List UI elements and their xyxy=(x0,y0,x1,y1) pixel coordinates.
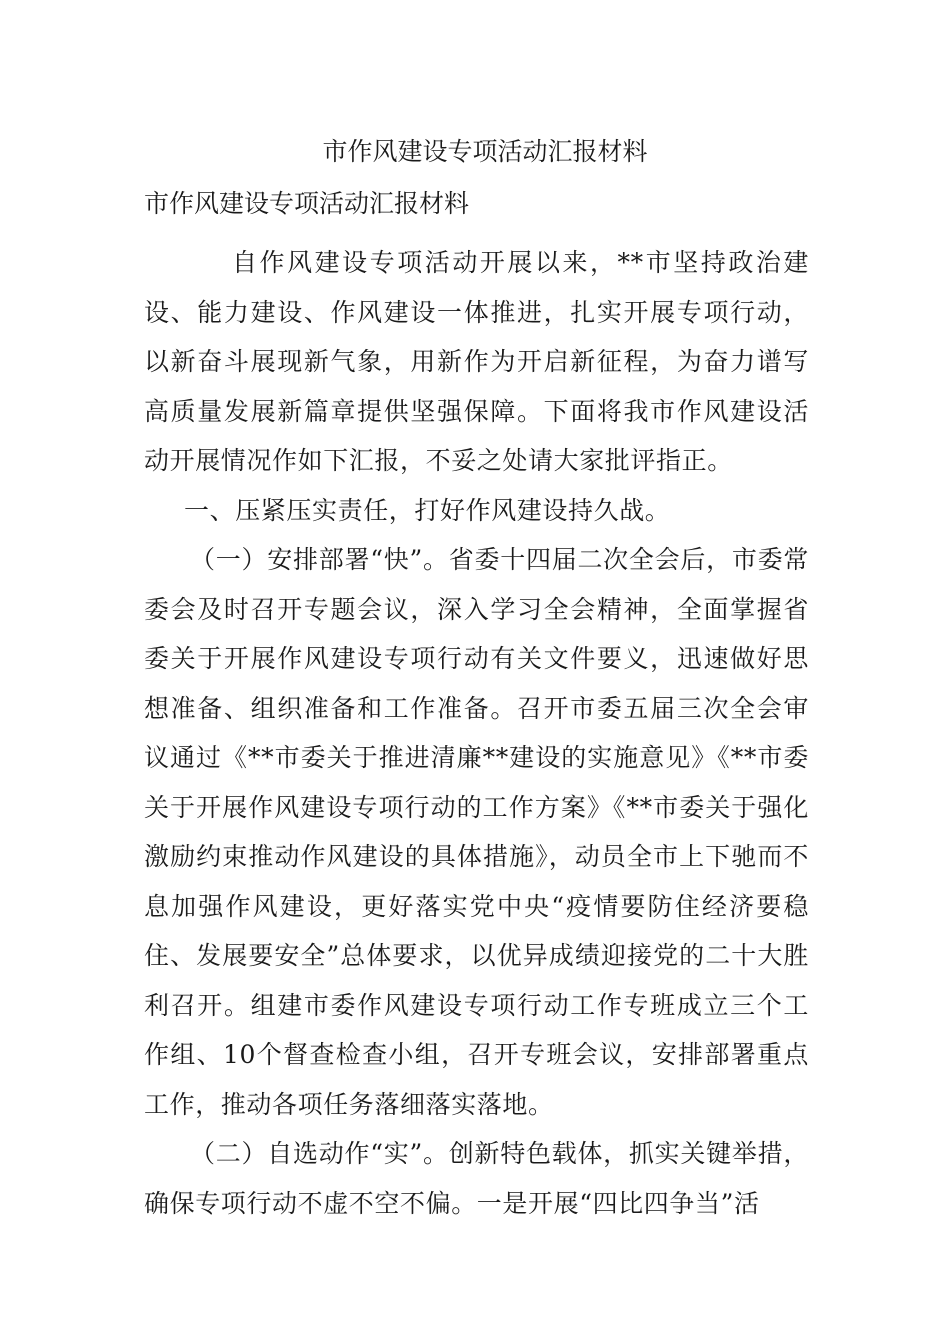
paragraph-subsection-2: （二）自选动作“实”。创新特色载体，抓实关键举措，确保专项行动不虚不空不偏。一是开展“四比四争当”活 xyxy=(144,1139,809,1218)
paragraph-subsection-1: （一）安排部署“快”。省委十四届二次全会后，市委常委会及时召开专题会议，深入学习全会精神，全面掌握省委关于开展作风建设专项行动有关文件要义，迅速做好思想准备、组织准备和工作准备。召开市委五届三次全会审议通过《**市委关于推进清廉**建设的实施意见》《**市委关于开展作风建设专项行动的工作方案》《**市委关于强化激励约束推动作风建设的具体措施》，动员全市上下驰而不息加强作风建设，更好落实党中央“疫情要防住经济要稳住、发展要安全”总体要求，以优异成绩迎接党的二十大胜利召开。组建市委作风建设专项行动工作专班成立三个工作组、10个督查检查小组，召开专班会议，安排部署重点工作，推动各项任务落细落实落地。 xyxy=(144,545,809,1119)
section-heading-1: 一、压紧压实责任，打好作风建设持久战。 xyxy=(184,495,671,525)
paragraph-intro: 自作风建设专项活动开展以来，**市坚持政治建设、能力建设、作风建设一体推进，扎实开展专项行动，以新奋斗展现新气象，用新作为开启新征程，为奋力谱写高质量发展新篇章提供坚强保障。下面将我市作风建设活动开展情况作如下汇报，不妥之处请大家批评指正。 xyxy=(144,248,809,475)
document-body xyxy=(144,238,809,1228)
document-title-centered: 市作风建设专项活动汇报材料 xyxy=(322,137,648,166)
document-title-left: 市作风建设专项活动汇报材料 xyxy=(144,189,470,218)
